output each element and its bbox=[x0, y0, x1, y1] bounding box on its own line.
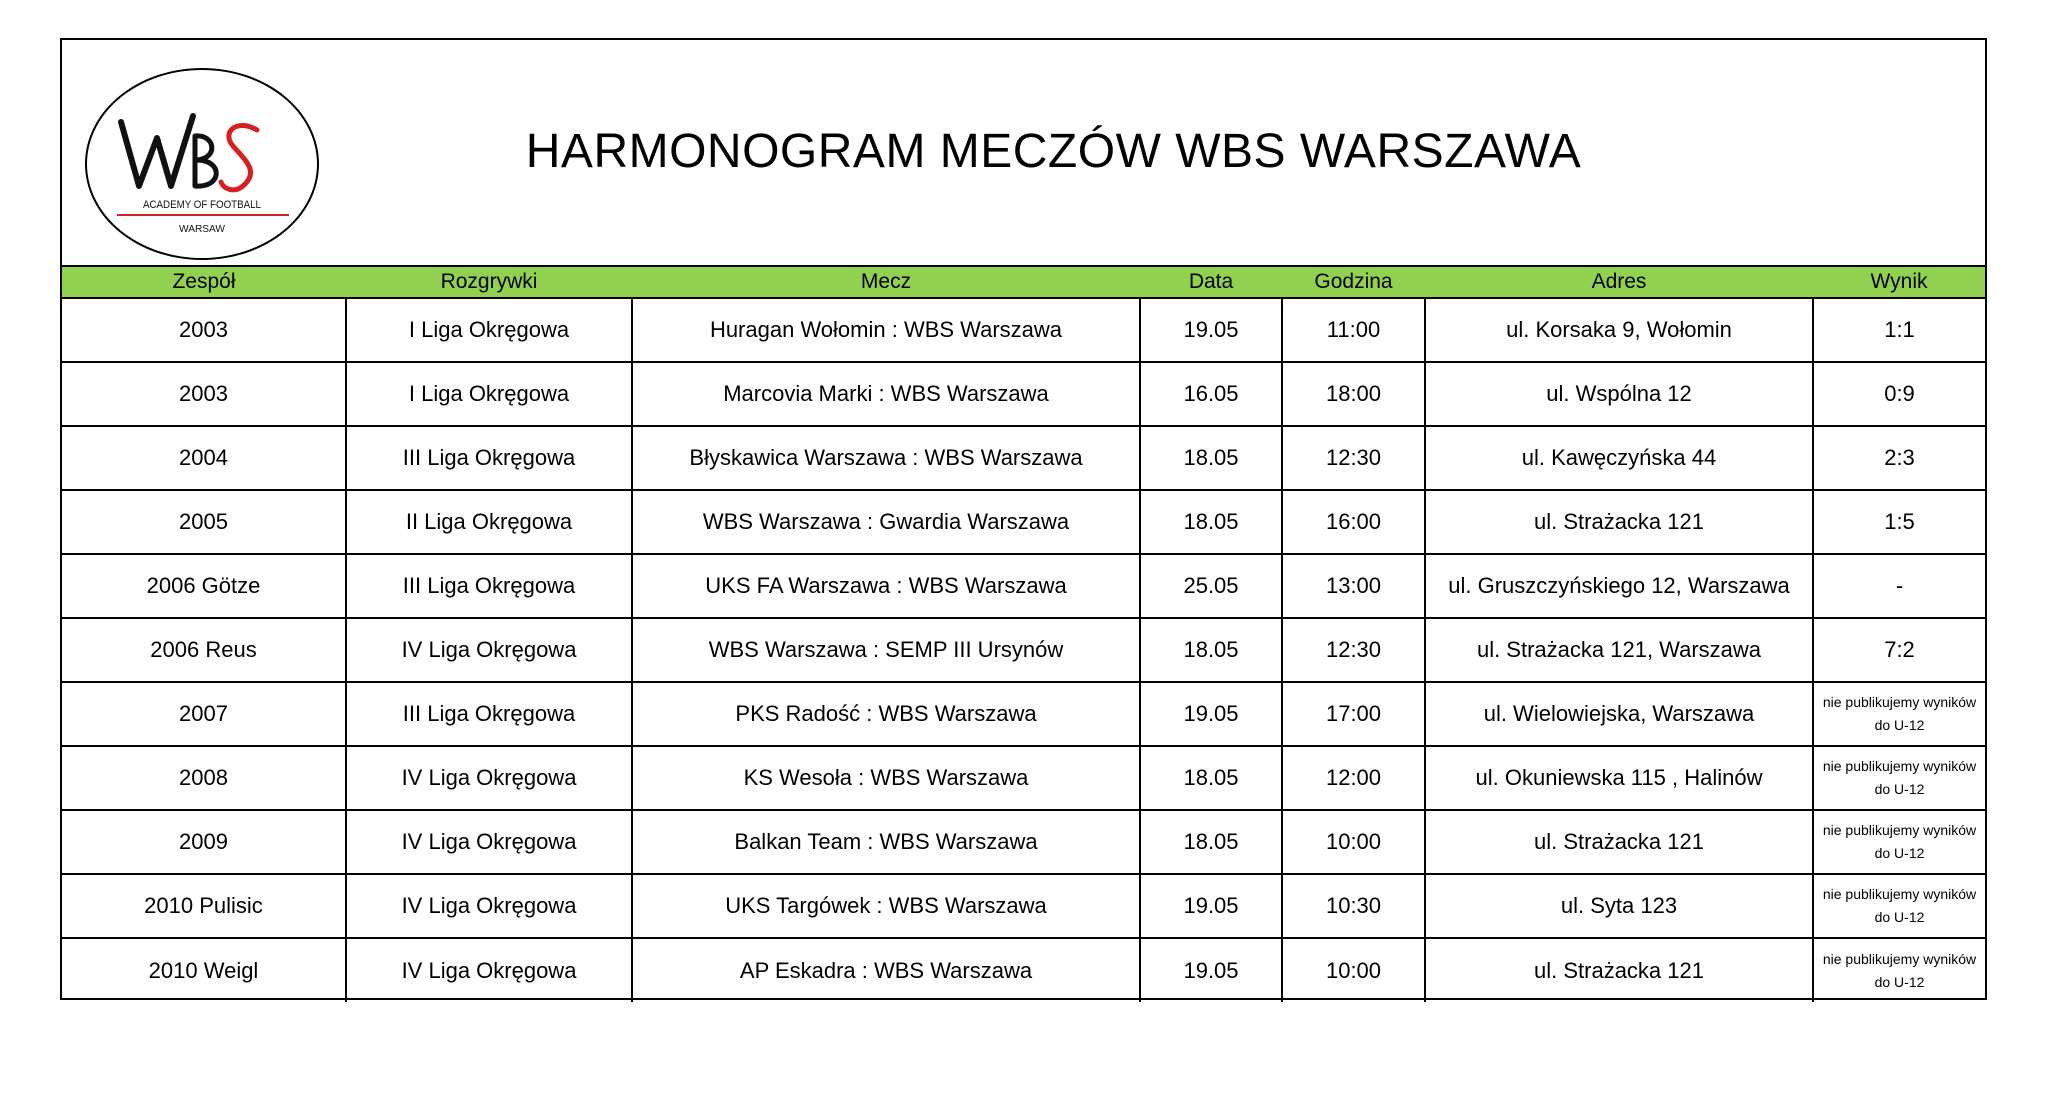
league-cell: I Liga Okręgowa bbox=[346, 298, 632, 362]
match-schedule-table bbox=[62, 265, 1985, 1002]
time-cell: 10:00 bbox=[1282, 938, 1425, 1002]
document-header bbox=[62, 40, 1985, 265]
league-cell: IV Liga Okręgowa bbox=[346, 810, 632, 874]
result-cell: 7:2 bbox=[1813, 618, 1985, 682]
league-cell: III Liga Okręgowa bbox=[346, 426, 632, 490]
address-cell: ul. Strażacka 121 bbox=[1425, 490, 1813, 554]
result-cell: nie publikujemy wyników do U-12 bbox=[1813, 746, 1985, 810]
table-row bbox=[62, 298, 1985, 362]
column-header-date: Data bbox=[1140, 266, 1282, 298]
result-cell: - bbox=[1813, 554, 1985, 618]
match-cell: Błyskawica Warszawa : WBS Warszawa bbox=[632, 426, 1140, 490]
league-cell: III Liga Okręgowa bbox=[346, 554, 632, 618]
team-cell: 2007 bbox=[62, 682, 346, 746]
table-row bbox=[62, 490, 1985, 554]
league-cell: IV Liga Okręgowa bbox=[346, 938, 632, 1002]
result-cell: nie publikujemy wyników do U-12 bbox=[1813, 938, 1985, 1002]
time-cell: 18:00 bbox=[1282, 362, 1425, 426]
team-cell: 2005 bbox=[62, 490, 346, 554]
match-cell: Marcovia Marki : WBS Warszawa bbox=[632, 362, 1140, 426]
address-cell: ul. Wspólna 12 bbox=[1425, 362, 1813, 426]
date-cell: 16.05 bbox=[1140, 362, 1282, 426]
address-cell: ul. Wielowiejska, Warszawa bbox=[1425, 682, 1813, 746]
page-title: HARMONOGRAM MECZÓW WBS WARSZAWA bbox=[525, 125, 1582, 178]
league-cell: I Liga Okręgowa bbox=[346, 362, 632, 426]
team-cell: 2003 bbox=[62, 362, 346, 426]
column-header-league: Rozgrywki bbox=[346, 266, 632, 298]
league-cell: III Liga Okręgowa bbox=[346, 682, 632, 746]
date-cell: 19.05 bbox=[1140, 874, 1282, 938]
date-cell: 18.05 bbox=[1140, 618, 1282, 682]
address-cell: ul. Syta 123 bbox=[1425, 874, 1813, 938]
table-row bbox=[62, 554, 1985, 618]
result-cell: nie publikujemy wyników do U-12 bbox=[1813, 682, 1985, 746]
team-cell: 2003 bbox=[62, 298, 346, 362]
date-cell: 18.05 bbox=[1140, 426, 1282, 490]
match-cell: KS Wesoła : WBS Warszawa bbox=[632, 746, 1140, 810]
logo-line1: ACADEMY OF FOOTBALL bbox=[143, 199, 261, 211]
time-cell: 17:00 bbox=[1282, 682, 1425, 746]
address-cell: ul. Gruszczyńskiego 12, Warszawa bbox=[1425, 554, 1813, 618]
time-cell: 16:00 bbox=[1282, 490, 1425, 554]
column-header-time: Godzina bbox=[1282, 266, 1425, 298]
date-cell: 25.05 bbox=[1140, 554, 1282, 618]
address-cell: ul. Kawęczyńska 44 bbox=[1425, 426, 1813, 490]
date-cell: 19.05 bbox=[1140, 938, 1282, 1002]
address-cell: ul. Okuniewska 115 , Halinów bbox=[1425, 746, 1813, 810]
match-cell: UKS FA Warszawa : WBS Warszawa bbox=[632, 554, 1140, 618]
team-cell: 2004 bbox=[62, 426, 346, 490]
result-cell: 1:1 bbox=[1813, 298, 1985, 362]
match-cell: Huragan Wołomin : WBS Warszawa bbox=[632, 298, 1140, 362]
match-cell: WBS Warszawa : Gwardia Warszawa bbox=[632, 490, 1140, 554]
league-cell: IV Liga Okręgowa bbox=[346, 746, 632, 810]
address-cell: ul. Strażacka 121 bbox=[1425, 938, 1813, 1002]
time-cell: 12:30 bbox=[1282, 618, 1425, 682]
team-cell: 2010 Weigl bbox=[62, 938, 346, 1002]
time-cell: 13:00 bbox=[1282, 554, 1425, 618]
table-row bbox=[62, 682, 1985, 746]
table-body bbox=[62, 298, 1985, 1002]
match-cell: UKS Targówek : WBS Warszawa bbox=[632, 874, 1140, 938]
table-row bbox=[62, 810, 1985, 874]
league-cell: II Liga Okręgowa bbox=[346, 490, 632, 554]
date-cell: 19.05 bbox=[1140, 298, 1282, 362]
result-cell: 2:3 bbox=[1813, 426, 1985, 490]
match-cell: PKS Radość : WBS Warszawa bbox=[632, 682, 1140, 746]
result-cell: nie publikujemy wyników do U-12 bbox=[1813, 874, 1985, 938]
date-cell: 19.05 bbox=[1140, 682, 1282, 746]
result-cell: 1:5 bbox=[1813, 490, 1985, 554]
address-cell: ul. Korsaka 9, Wołomin bbox=[1425, 298, 1813, 362]
team-cell: 2009 bbox=[62, 810, 346, 874]
team-cell: 2008 bbox=[62, 746, 346, 810]
column-header-team: Zespół bbox=[62, 266, 346, 298]
table-row bbox=[62, 618, 1985, 682]
table-header-row bbox=[62, 266, 1985, 298]
time-cell: 12:30 bbox=[1282, 426, 1425, 490]
table-row bbox=[62, 874, 1985, 938]
time-cell: 10:00 bbox=[1282, 810, 1425, 874]
match-cell: WBS Warszawa : SEMP III Ursynów bbox=[632, 618, 1140, 682]
result-cell: nie publikujemy wyników do U-12 bbox=[1813, 810, 1985, 874]
match-cell: AP Eskadra : WBS Warszawa bbox=[632, 938, 1140, 1002]
address-cell: ul. Strażacka 121 bbox=[1425, 810, 1813, 874]
result-cell: 0:9 bbox=[1813, 362, 1985, 426]
column-header-result: Wynik bbox=[1813, 266, 1985, 298]
schedule-sheet bbox=[60, 38, 1987, 1000]
date-cell: 18.05 bbox=[1140, 810, 1282, 874]
league-cell: IV Liga Okręgowa bbox=[346, 618, 632, 682]
team-cell: 2006 Götze bbox=[62, 554, 346, 618]
logo-line2: WARSAW bbox=[179, 224, 226, 235]
time-cell: 11:00 bbox=[1282, 298, 1425, 362]
match-cell: Balkan Team : WBS Warszawa bbox=[632, 810, 1140, 874]
column-header-address: Adres bbox=[1425, 266, 1813, 298]
table-row bbox=[62, 362, 1985, 426]
table-row bbox=[62, 426, 1985, 490]
column-header-match: Mecz bbox=[632, 266, 1140, 298]
time-cell: 10:30 bbox=[1282, 874, 1425, 938]
date-cell: 18.05 bbox=[1140, 490, 1282, 554]
table-row bbox=[62, 938, 1985, 1002]
date-cell: 18.05 bbox=[1140, 746, 1282, 810]
team-cell: 2006 Reus bbox=[62, 618, 346, 682]
address-cell: ul. Strażacka 121, Warszawa bbox=[1425, 618, 1813, 682]
time-cell: 12:00 bbox=[1282, 746, 1425, 810]
league-cell: IV Liga Okręgowa bbox=[346, 874, 632, 938]
table-row bbox=[62, 746, 1985, 810]
team-cell: 2010 Pulisic bbox=[62, 874, 346, 938]
